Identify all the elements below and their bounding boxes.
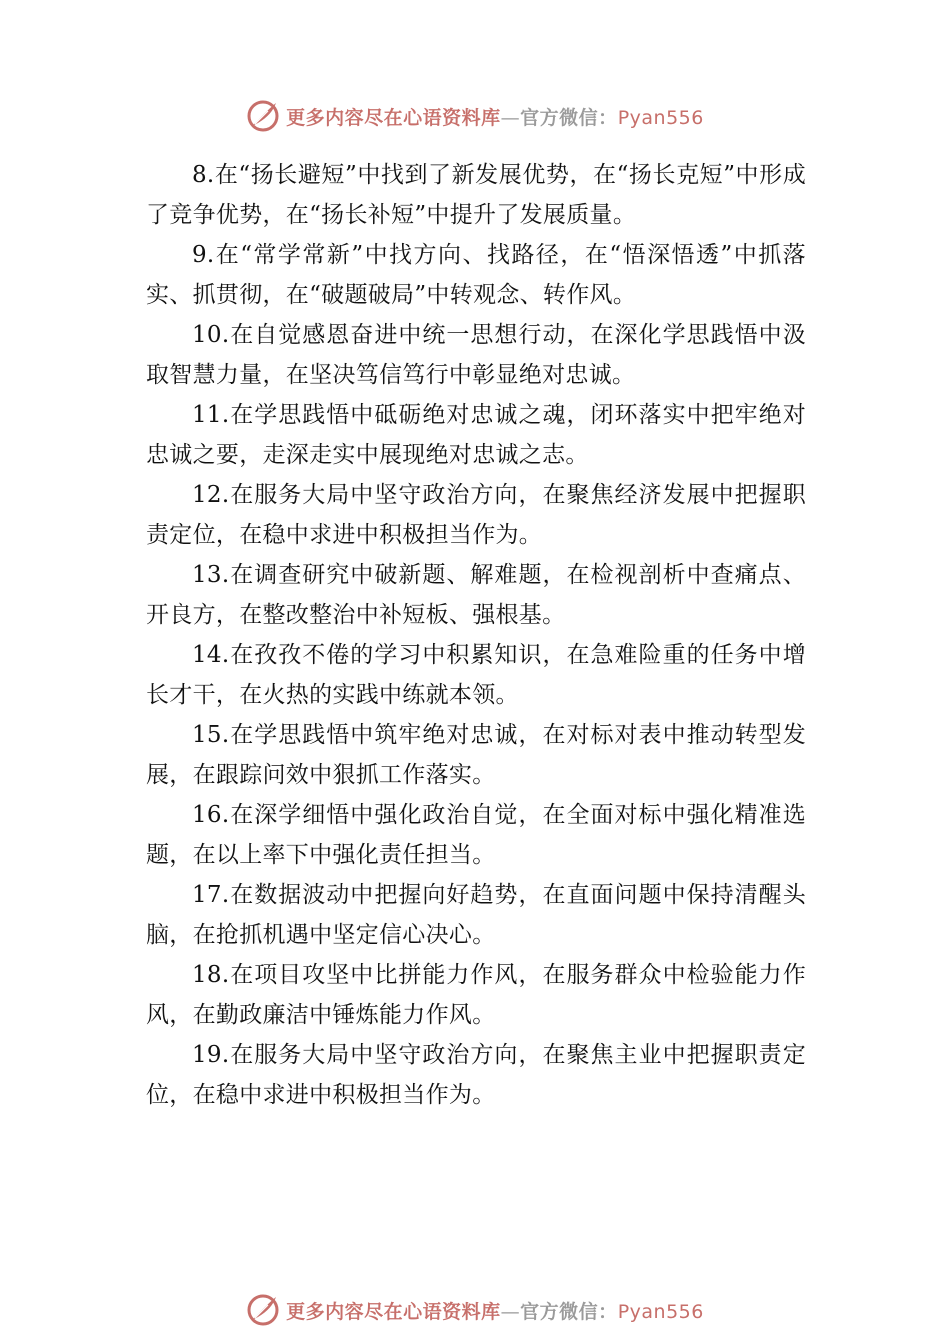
paragraph-11: 11.在学思践悟中砥砺绝对忠诚之魂，闭环落实中把牢绝对忠诚之要，走深走实中展现绝对忠诚之志。 [146, 402, 806, 468]
quill-logo-icon [246, 1293, 280, 1327]
paragraph-13: 13.在调查研究中破新题、解难题，在检视剖析中查痛点、开良方，在整改整治中补短板、强根基。 [146, 562, 806, 628]
watermark-separator: — [500, 106, 521, 129]
footer-watermark [0, 1290, 950, 1330]
paragraph-10: 10.在自觉感恩奋进中统一思想行动，在深化学思践悟中汲取智慧力量，在坚决笃信笃行中彰显绝对忠诚。 [146, 322, 806, 388]
watermark-side: 官方微信： [520, 1300, 618, 1323]
paragraph-12: 12.在服务大局中坚守政治方向，在聚焦经济发展中把握职责定位，在稳中求进中积极担当作为。 [146, 482, 806, 548]
watermark-main: 更多内容尽在心语资料库 [286, 1300, 501, 1323]
paragraph-19: 19.在服务大局中坚守政治方向，在聚焦主业中把握职责定位，在稳中求进中积极担当作为。 [146, 1042, 806, 1108]
watermark-text [286, 103, 704, 130]
watermark-side: 官方微信： [520, 106, 618, 129]
watermark-id: Pyan556 [617, 1300, 704, 1323]
quill-logo-icon [246, 99, 280, 133]
watermark-separator: — [500, 1300, 521, 1323]
watermark-text [286, 1297, 704, 1324]
paragraph-9: 9.在“常学常新”中找方向、找路径，在“悟深悟透”中抓落实、抓贯彻，在“破题破局”中转观念、转作风。 [146, 242, 806, 308]
paragraph-15: 15.在学思践悟中筑牢绝对忠诚，在对标对表中推动转型发展，在跟踪问效中狠抓工作落实。 [146, 722, 806, 788]
watermark-id: Pyan556 [617, 106, 704, 129]
paragraph-17: 17.在数据波动中把握向好趋势，在直面问题中保持清醒头脑，在抢抓机遇中坚定信心决心。 [146, 882, 806, 948]
header-watermark [0, 96, 950, 136]
watermark-main: 更多内容尽在心语资料库 [286, 106, 501, 129]
paragraph-16: 16.在深学细悟中强化政治自觉，在全面对标中强化精准选题，在以上率下中强化责任担当。 [146, 802, 806, 868]
paragraph-14: 14.在孜孜不倦的学习中积累知识，在急难险重的任务中增长才干，在火热的实践中练就本领。 [146, 642, 806, 708]
document-body [146, 155, 806, 1115]
paragraph-8: 8.在“扬长避短”中找到了新发展优势，在“扬长克短”中形成了竞争优势，在“扬长补短”中提升了发展质量。 [146, 162, 806, 228]
paragraph-18: 18.在项目攻坚中比拼能力作风，在服务群众中检验能力作风，在勤政廉洁中锤炼能力作风。 [146, 962, 806, 1028]
